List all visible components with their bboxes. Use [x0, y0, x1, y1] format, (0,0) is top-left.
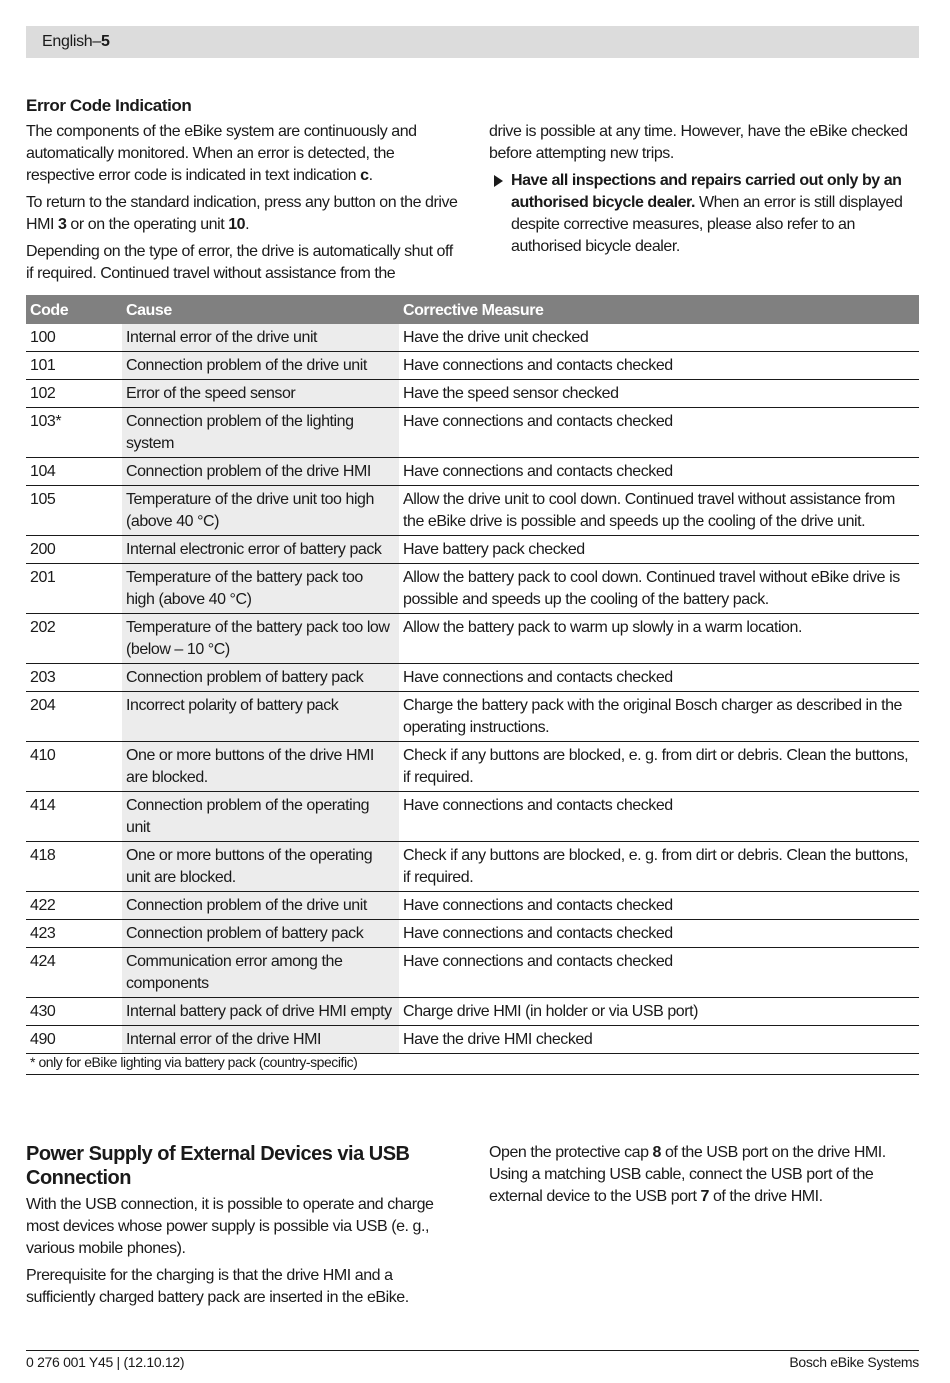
measure-cell: Allow the battery pack to cool down. Continued travel without eBike drive is possible and speeds up the cooling of the battery pack. — [399, 564, 919, 614]
code-cell: 418 — [26, 842, 122, 892]
table-row — [26, 742, 919, 792]
footer-document-number: 0 276 001 Y45 | (12.10.12) — [26, 1354, 185, 1370]
measure-cell: Have connections and contacts checked — [399, 892, 919, 920]
measure-cell: Have connections and contacts checked — [399, 792, 919, 842]
cause-cell: Error of the speed sensor — [122, 380, 399, 408]
code-cell: 105 — [26, 486, 122, 536]
cause-cell: Connection problem of the drive unit — [122, 892, 399, 920]
cause-cell: Incorrect polarity of battery pack — [122, 692, 399, 742]
table-row — [26, 692, 919, 742]
table-row — [26, 920, 919, 948]
measure-cell: Have connections and contacts checked — [399, 458, 919, 486]
code-cell: 201 — [26, 564, 122, 614]
table-row — [26, 998, 919, 1026]
header-page-number: 5 — [101, 33, 110, 50]
code-cell: 204 — [26, 692, 122, 742]
table-header-row — [26, 295, 919, 324]
dealer-bullet-bold: Have all inspections and repairs carried out only by an authorised bicycle dealer. — [511, 172, 902, 211]
measure-cell: Allow the drive unit to cool down. Continued travel without assistance from the eBike drive is possible and speeds up the cooling of the drive unit. — [399, 486, 919, 536]
measure-cell: Have connections and contacts checked — [399, 920, 919, 948]
measure-cell: Check if any buttons are blocked, e. g. from dirt or debris. Clean the buttons, if required. — [399, 742, 919, 792]
code-cell: 410 — [26, 742, 122, 792]
cause-cell: Temperature of the battery pack too low (below – 10 °C) — [122, 614, 399, 664]
table-row — [26, 564, 919, 614]
code-cell: 200 — [26, 536, 122, 564]
usb-paragraph-2: Prerequisite for the charging is that the drive HMI and a sufficiently charged battery pack are inserted in the eBike. — [26, 1267, 409, 1306]
usb-paragraph-1: With the USB connection, it is possible to operate and charge most devices whose power supply is possible via USB (e. g., various mobile phones). — [26, 1196, 434, 1257]
measure-cell: Have battery pack checked — [399, 536, 919, 564]
cause-cell: One or more buttons of the drive HMI are blocked. — [122, 742, 399, 792]
header-cause: Cause — [122, 295, 399, 324]
measure-cell: Have the drive HMI checked — [399, 1026, 919, 1054]
table-row — [26, 458, 919, 486]
usb-section-left — [26, 1142, 458, 1314]
cause-cell: Temperature of the drive unit too high (above 40 °C) — [122, 486, 399, 536]
cause-cell: Internal electronic error of battery pack — [122, 536, 399, 564]
measure-cell: Charge drive HMI (in holder or via USB port) — [399, 998, 919, 1026]
table-row — [26, 792, 919, 842]
usb-paragraph-3: Open the protective cap 8 of the USB port on the drive HMI. Using a matching USB cable, connect the USB port of the external device to the USB port 7 of the drive HMI. — [489, 1144, 886, 1205]
cause-cell: Connection problem of the drive unit — [122, 352, 399, 380]
measure-cell: Have the speed sensor checked — [399, 380, 919, 408]
table-row — [26, 408, 919, 458]
header-language: English — [42, 33, 93, 50]
error-paragraph-3: Depending on the type of error, the drive is automatically shut off if required. Continued travel without assistance from the — [26, 243, 453, 282]
code-cell: 102 — [26, 380, 122, 408]
code-cell: 490 — [26, 1026, 122, 1054]
table-row — [26, 842, 919, 892]
dealer-bullet — [489, 170, 919, 258]
code-cell: 101 — [26, 352, 122, 380]
table-footnote: * only for eBike lighting via battery pack (country-specific) — [26, 1054, 919, 1075]
cause-cell: Internal error of the drive unit — [122, 324, 399, 352]
bullet-triangle-icon — [494, 175, 503, 187]
table-footnote-row — [26, 1054, 919, 1075]
code-cell: 422 — [26, 892, 122, 920]
code-cell: 414 — [26, 792, 122, 842]
table-row — [26, 352, 919, 380]
header-code: Code — [26, 295, 122, 324]
header-measure: Corrective Measure — [399, 295, 919, 324]
cause-cell: One or more buttons of the operating unit are blocked. — [122, 842, 399, 892]
table-row — [26, 948, 919, 998]
cause-cell: Internal battery pack of drive HMI empty — [122, 998, 399, 1026]
measure-cell: Allow the battery pack to warm up slowly in a warm location. — [399, 614, 919, 664]
table-row — [26, 486, 919, 536]
error-paragraph-continued: drive is possible at any time. However, have the eBike checked before attempting new trips. — [489, 123, 908, 162]
measure-cell: Have the drive unit checked — [399, 324, 919, 352]
measure-cell: Have connections and contacts checked — [399, 352, 919, 380]
cause-cell: Temperature of the battery pack too high (above 40 °C) — [122, 564, 399, 614]
error-section-left — [26, 95, 458, 290]
page-header — [26, 26, 919, 58]
code-cell: 203 — [26, 664, 122, 692]
error-section-right — [489, 121, 919, 263]
table-row — [26, 536, 919, 564]
code-cell: 202 — [26, 614, 122, 664]
measure-cell: Have connections and contacts checked — [399, 408, 919, 458]
table-row — [26, 380, 919, 408]
table-row — [26, 664, 919, 692]
cause-cell: Connection problem of the operating unit — [122, 792, 399, 842]
footer-divider — [26, 1350, 919, 1351]
cause-cell: Communication error among the components — [122, 948, 399, 998]
measure-cell: Have connections and contacts checked — [399, 664, 919, 692]
error-paragraph-2: To return to the standard indication, press any button on the drive HMI 3 or on the operating unit 10. — [26, 194, 458, 233]
table-row — [26, 614, 919, 664]
cause-cell: Connection problem of battery pack — [122, 920, 399, 948]
code-cell: 104 — [26, 458, 122, 486]
code-cell: 430 — [26, 998, 122, 1026]
usb-section-title: Power Supply of External Devices via USB Connection — [26, 1143, 410, 1189]
code-cell: 103* — [26, 408, 122, 458]
code-cell: 424 — [26, 948, 122, 998]
measure-cell: Charge the battery pack with the original Bosch charger as described in the operating instructions. — [399, 692, 919, 742]
error-paragraph-1: The components of the eBike system are continuously and automatically monitored. When an error is detected, the respective error code is indicated in text indication c. — [26, 123, 417, 184]
measure-cell: Check if any buttons are blocked, e. g. from dirt or debris. Clean the buttons, if required. — [399, 842, 919, 892]
error-section-title: Error Code Indication — [26, 96, 192, 115]
code-cell: 100 — [26, 324, 122, 352]
table-row — [26, 892, 919, 920]
footer-brand: Bosch eBike Systems — [789, 1354, 919, 1370]
table-row — [26, 324, 919, 352]
cause-cell: Internal error of the drive HMI — [122, 1026, 399, 1054]
usb-section-right — [489, 1142, 919, 1213]
header-title — [42, 33, 110, 51]
cause-cell: Connection problem of the lighting system — [122, 408, 399, 458]
code-cell: 423 — [26, 920, 122, 948]
header-separator: – — [92, 33, 101, 50]
error-code-table — [26, 295, 919, 1075]
table-row — [26, 1026, 919, 1054]
measure-cell: Have connections and contacts checked — [399, 948, 919, 998]
dealer-bullet-text: When an error is still displayed despite corrective measures, please also refer to an authorised bicycle dealer. — [511, 194, 903, 255]
cause-cell: Connection problem of battery pack — [122, 664, 399, 692]
cause-cell: Connection problem of the drive HMI — [122, 458, 399, 486]
